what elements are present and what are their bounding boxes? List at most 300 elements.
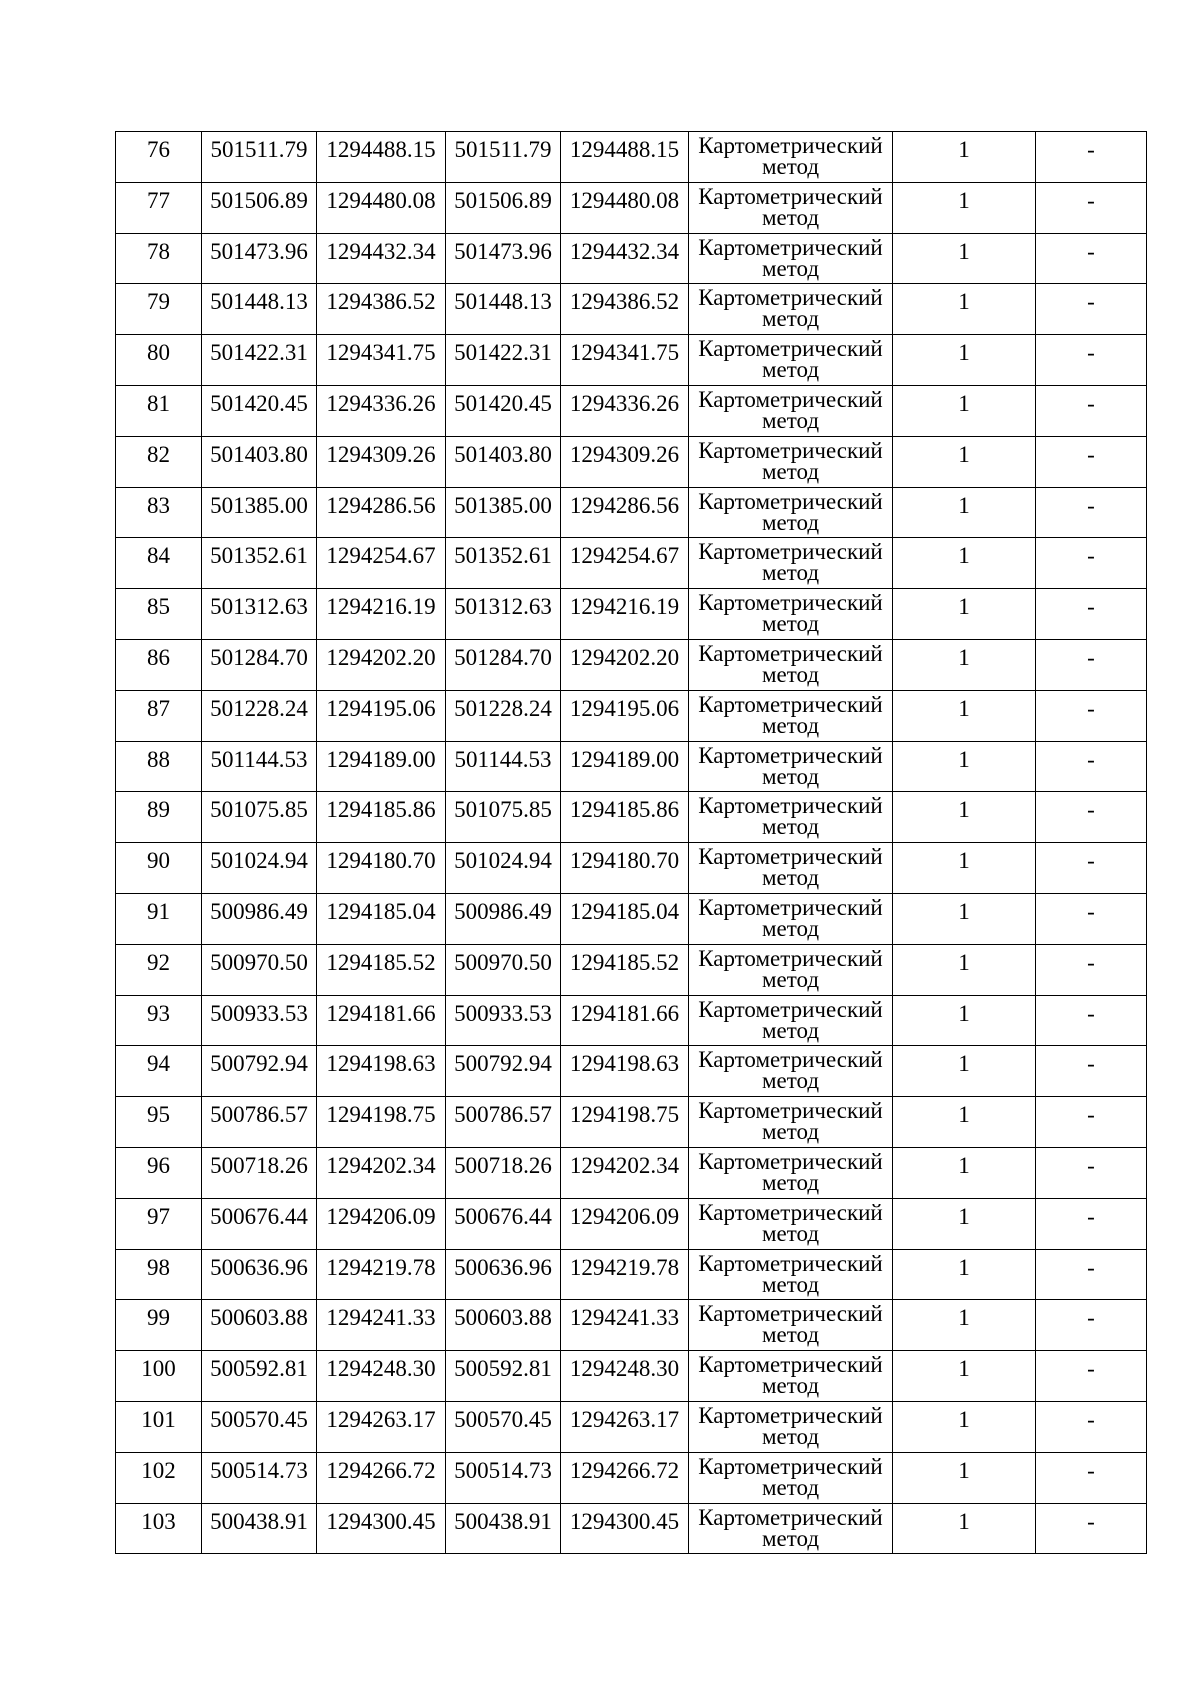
accuracy-value: 1 <box>958 949 970 975</box>
point-number-value: 92 <box>147 949 170 975</box>
extra-cell <box>1036 538 1147 589</box>
method-cell <box>689 741 893 792</box>
accuracy-value: 1 <box>958 187 970 213</box>
existing-x-cell <box>202 132 317 183</box>
refined-x-value: 500592.81 <box>454 1356 552 1382</box>
refined-x-value: 500603.88 <box>454 1305 552 1331</box>
refined-x-value: 500676.44 <box>454 1203 552 1229</box>
accuracy-cell <box>893 385 1036 436</box>
accuracy-value: 1 <box>958 340 970 366</box>
refined-x-value: 500570.45 <box>454 1406 552 1432</box>
existing-y-value: 1294185.52 <box>326 949 436 975</box>
existing-x-value: 500986.49 <box>210 898 308 924</box>
point-number-value: 91 <box>147 898 170 924</box>
extra-value: - <box>1087 949 1095 975</box>
table-row <box>116 741 1147 792</box>
extra-value: - <box>1087 1102 1095 1128</box>
table-row <box>116 843 1147 894</box>
existing-y-cell <box>317 1300 446 1351</box>
method-line-2: метод <box>761 966 820 992</box>
table-row <box>116 1452 1147 1503</box>
refined-y-value: 1294180.70 <box>569 848 680 874</box>
existing-y-value: 1294432.34 <box>326 238 436 264</box>
existing-x-cell <box>202 1351 317 1402</box>
accuracy-value: 1 <box>958 1305 970 1331</box>
existing-y-value: 1294309.26 <box>326 441 436 467</box>
refined-x-cell <box>446 284 561 335</box>
existing-x-cell <box>202 1452 317 1503</box>
refined-x-value: 500514.73 <box>454 1457 552 1483</box>
method-line-2: метод <box>761 407 820 433</box>
method-cell <box>689 1249 893 1300</box>
method-line-2: метод <box>761 865 820 891</box>
refined-y-value: 1294185.86 <box>569 797 680 823</box>
existing-y-cell <box>317 995 446 1046</box>
refined-y-value: 1294202.20 <box>569 644 680 670</box>
accuracy-value: 1 <box>958 1356 970 1382</box>
existing-y-cell <box>317 944 446 995</box>
point-number-value: 99 <box>147 1305 170 1331</box>
method-cell <box>689 589 893 640</box>
refined-y-value: 1294480.08 <box>569 187 680 213</box>
table-row <box>116 639 1147 690</box>
table-row <box>116 944 1147 995</box>
method-line-2: метод <box>761 204 820 230</box>
refined-x-cell <box>446 182 561 233</box>
method-cell <box>689 385 893 436</box>
existing-x-cell <box>202 843 317 894</box>
refined-y-cell <box>561 132 689 183</box>
existing-x-cell <box>202 335 317 386</box>
extra-value: - <box>1087 644 1095 670</box>
extra-value: - <box>1087 1406 1095 1432</box>
accuracy-cell <box>893 436 1036 487</box>
extra-value: - <box>1087 390 1095 416</box>
point-number-value: 88 <box>147 746 170 772</box>
existing-y-value: 1294202.20 <box>326 644 436 670</box>
point-number-value: 97 <box>147 1203 170 1229</box>
existing-x-value: 501284.70 <box>210 644 308 670</box>
method-cell <box>689 690 893 741</box>
refined-x-cell <box>446 1401 561 1452</box>
refined-y-value: 1294241.33 <box>569 1305 680 1331</box>
existing-y-cell <box>317 792 446 843</box>
refined-y-cell <box>561 944 689 995</box>
accuracy-cell <box>893 639 1036 690</box>
refined-x-cell <box>446 385 561 436</box>
refined-x-cell <box>446 132 561 183</box>
existing-x-cell <box>202 589 317 640</box>
refined-x-cell <box>446 1198 561 1249</box>
method-line-2: метод <box>761 1119 820 1145</box>
point-number-value: 101 <box>141 1406 176 1432</box>
refined-x-cell <box>446 233 561 284</box>
accuracy-value: 1 <box>958 390 970 416</box>
method-line-1: Картометрический <box>698 1148 883 1174</box>
method-line-2: метод <box>761 1474 820 1500</box>
method-cell <box>689 1452 893 1503</box>
extra-cell <box>1036 1198 1147 1249</box>
method-line-1: Картометрический <box>698 386 883 412</box>
refined-x-cell <box>446 690 561 741</box>
method-line-1: Картометрический <box>698 285 883 311</box>
existing-x-value: 500792.94 <box>210 1051 308 1077</box>
refined-y-cell <box>561 182 689 233</box>
existing-x-value: 500718.26 <box>210 1152 308 1178</box>
extra-value: - <box>1087 848 1095 874</box>
extra-value: - <box>1087 238 1095 264</box>
accuracy-value: 1 <box>958 289 970 315</box>
method-line-1: Картометрический <box>698 1402 883 1428</box>
table-row <box>116 1300 1147 1351</box>
refined-x-cell <box>446 995 561 1046</box>
table-row <box>116 1401 1147 1452</box>
point-number-cell <box>116 1097 202 1148</box>
method-line-2: метод <box>761 255 820 281</box>
point-number-value: 96 <box>147 1152 170 1178</box>
existing-x-value: 500570.45 <box>210 1406 308 1432</box>
refined-y-cell <box>561 538 689 589</box>
method-line-2: метод <box>761 814 820 840</box>
method-line-1: Картометрический <box>698 488 883 514</box>
refined-x-value: 501228.24 <box>454 695 552 721</box>
accuracy-cell <box>893 1198 1036 1249</box>
accuracy-value: 1 <box>958 644 970 670</box>
existing-y-value: 1294185.86 <box>326 797 436 823</box>
accuracy-value: 1 <box>958 1508 970 1534</box>
existing-y-value: 1294180.70 <box>326 848 436 874</box>
point-number-value: 78 <box>147 238 170 264</box>
refined-y-value: 1294202.34 <box>569 1152 680 1178</box>
refined-x-value: 501511.79 <box>454 137 552 162</box>
existing-x-value: 501422.31 <box>210 340 308 366</box>
table-row <box>116 1503 1147 1554</box>
existing-y-cell <box>317 132 446 183</box>
accuracy-value: 1 <box>958 797 970 823</box>
extra-cell <box>1036 1097 1147 1148</box>
coordinates-table <box>115 131 1147 1554</box>
refined-x-value: 501024.94 <box>454 848 552 874</box>
refined-x-cell <box>446 1351 561 1402</box>
refined-y-cell <box>561 385 689 436</box>
refined-y-value: 1294219.78 <box>569 1254 680 1280</box>
refined-x-cell <box>446 1452 561 1503</box>
existing-x-cell <box>202 792 317 843</box>
existing-y-value: 1294266.72 <box>326 1457 436 1483</box>
existing-y-value: 1294219.78 <box>326 1254 436 1280</box>
accuracy-cell <box>893 132 1036 183</box>
refined-y-value: 1294248.30 <box>569 1356 680 1382</box>
accuracy-cell <box>893 1046 1036 1097</box>
existing-y-cell <box>317 1401 446 1452</box>
point-number-cell <box>116 1198 202 1249</box>
table-row <box>116 1147 1147 1198</box>
method-line-1: Картометрический <box>698 437 883 463</box>
refined-y-value: 1294216.19 <box>569 594 680 620</box>
existing-y-cell <box>317 1452 446 1503</box>
refined-y-cell <box>561 1351 689 1402</box>
refined-x-value: 500792.94 <box>454 1051 552 1077</box>
extra-cell <box>1036 436 1147 487</box>
existing-y-value: 1294341.75 <box>326 340 436 366</box>
existing-x-value: 501448.13 <box>210 289 308 315</box>
accuracy-cell <box>893 1300 1036 1351</box>
method-line-1: Картометрический <box>698 1047 883 1073</box>
point-number-cell <box>116 1046 202 1097</box>
method-cell <box>689 944 893 995</box>
extra-cell <box>1036 284 1147 335</box>
existing-x-cell <box>202 1097 317 1148</box>
table-row <box>116 284 1147 335</box>
method-line-1: Картометрический <box>698 844 883 870</box>
existing-y-value: 1294300.45 <box>326 1508 436 1534</box>
method-line-1: Картометрический <box>698 640 883 666</box>
method-cell <box>689 538 893 589</box>
existing-y-value: 1294198.63 <box>326 1051 436 1077</box>
method-cell <box>689 182 893 233</box>
refined-x-cell <box>446 1300 561 1351</box>
point-number-value: 86 <box>147 644 170 670</box>
method-cell <box>689 1401 893 1452</box>
extra-cell <box>1036 385 1147 436</box>
refined-x-cell <box>446 436 561 487</box>
refined-y-value: 1294198.63 <box>569 1051 680 1077</box>
refined-x-value: 501312.63 <box>454 594 552 620</box>
refined-y-cell <box>561 690 689 741</box>
refined-y-cell <box>561 1503 689 1554</box>
existing-x-cell <box>202 893 317 944</box>
point-number-cell <box>116 639 202 690</box>
existing-y-value: 1294248.30 <box>326 1356 436 1382</box>
existing-y-cell <box>317 1351 446 1402</box>
existing-y-cell <box>317 233 446 284</box>
method-line-1: Картометрический <box>698 1352 883 1378</box>
extra-value: - <box>1087 1457 1095 1483</box>
extra-cell <box>1036 792 1147 843</box>
existing-y-cell <box>317 639 446 690</box>
refined-x-value: 501403.80 <box>454 441 552 467</box>
accuracy-cell <box>893 893 1036 944</box>
existing-y-value: 1294488.15 <box>326 137 436 162</box>
refined-x-cell <box>446 1503 561 1554</box>
point-number-cell <box>116 843 202 894</box>
method-line-2: метод <box>761 1373 820 1399</box>
accuracy-value: 1 <box>958 441 970 467</box>
existing-y-cell <box>317 1046 446 1097</box>
point-number-cell <box>116 335 202 386</box>
existing-y-cell <box>317 893 446 944</box>
refined-x-value: 501420.45 <box>454 390 552 416</box>
point-number-cell <box>116 589 202 640</box>
extra-value: - <box>1087 898 1095 924</box>
method-line-1: Картометрический <box>698 1504 883 1530</box>
method-line-2: метод <box>761 509 820 535</box>
extra-cell <box>1036 335 1147 386</box>
existing-x-value: 500514.73 <box>210 1457 308 1483</box>
point-number-cell <box>116 995 202 1046</box>
point-number-value: 95 <box>147 1102 170 1128</box>
extra-cell <box>1036 182 1147 233</box>
table-row <box>116 1351 1147 1402</box>
existing-x-value: 500438.91 <box>210 1508 308 1534</box>
method-line-2: метод <box>761 458 820 484</box>
refined-y-cell <box>561 1097 689 1148</box>
existing-x-cell <box>202 995 317 1046</box>
method-line-1: Картометрический <box>698 133 883 158</box>
table-row <box>116 132 1147 183</box>
table-row <box>116 893 1147 944</box>
extra-cell <box>1036 1147 1147 1198</box>
method-line-2: метод <box>761 357 820 383</box>
method-line-1: Картометрический <box>698 336 883 362</box>
existing-y-cell <box>317 436 446 487</box>
refined-y-value: 1294206.09 <box>569 1203 680 1229</box>
existing-x-cell <box>202 1147 317 1198</box>
extra-cell <box>1036 1249 1147 1300</box>
extra-cell <box>1036 132 1147 183</box>
accuracy-value: 1 <box>958 492 970 518</box>
existing-x-value: 501403.80 <box>210 441 308 467</box>
point-number-cell <box>116 944 202 995</box>
extra-cell <box>1036 487 1147 538</box>
accuracy-cell <box>893 995 1036 1046</box>
refined-x-cell <box>446 741 561 792</box>
refined-x-value: 501144.53 <box>454 746 552 772</box>
accuracy-cell <box>893 284 1036 335</box>
refined-y-cell <box>561 1452 689 1503</box>
refined-y-value: 1294181.66 <box>569 1000 680 1026</box>
point-number-value: 79 <box>147 289 170 315</box>
accuracy-value: 1 <box>958 746 970 772</box>
existing-x-value: 500603.88 <box>210 1305 308 1331</box>
existing-x-cell <box>202 385 317 436</box>
existing-x-value: 501312.63 <box>210 594 308 620</box>
method-cell <box>689 1198 893 1249</box>
existing-x-value: 500786.57 <box>210 1102 308 1128</box>
refined-x-value: 500933.53 <box>454 1000 552 1026</box>
refined-y-cell <box>561 1249 689 1300</box>
table-row <box>116 1097 1147 1148</box>
method-cell <box>689 284 893 335</box>
existing-y-value: 1294195.06 <box>326 695 436 721</box>
existing-x-value: 501511.79 <box>210 137 308 162</box>
existing-y-cell <box>317 1249 446 1300</box>
method-line-1: Картометрический <box>698 1301 883 1327</box>
existing-y-cell <box>317 487 446 538</box>
point-number-value: 87 <box>147 695 170 721</box>
extra-value: - <box>1087 1000 1095 1026</box>
method-line-2: метод <box>761 763 820 789</box>
method-line-1: Картометрический <box>698 1453 883 1479</box>
existing-x-cell <box>202 690 317 741</box>
refined-x-value: 501352.61 <box>454 543 552 569</box>
refined-y-value: 1294189.00 <box>569 746 680 772</box>
refined-y-cell <box>561 1300 689 1351</box>
refined-x-cell <box>446 538 561 589</box>
refined-y-cell <box>561 843 689 894</box>
refined-y-value: 1294254.67 <box>569 543 680 569</box>
point-number-value: 102 <box>141 1457 176 1483</box>
point-number-cell <box>116 690 202 741</box>
method-line-1: Картометрический <box>698 183 883 209</box>
existing-y-value: 1294198.75 <box>326 1102 436 1128</box>
existing-x-cell <box>202 1198 317 1249</box>
table-row <box>116 385 1147 436</box>
table-row <box>116 335 1147 386</box>
accuracy-cell <box>893 792 1036 843</box>
existing-y-value: 1294189.00 <box>326 746 436 772</box>
point-number-cell <box>116 1351 202 1402</box>
existing-x-value: 500933.53 <box>210 1000 308 1026</box>
table-row <box>116 487 1147 538</box>
extra-cell <box>1036 1503 1147 1554</box>
extra-cell <box>1036 1401 1147 1452</box>
extra-value: - <box>1087 1254 1095 1280</box>
accuracy-cell <box>893 487 1036 538</box>
refined-y-cell <box>561 487 689 538</box>
accuracy-cell <box>893 1097 1036 1148</box>
existing-y-cell <box>317 690 446 741</box>
existing-x-value: 501385.00 <box>210 492 308 518</box>
method-cell <box>689 1300 893 1351</box>
table-row <box>116 690 1147 741</box>
point-number-value: 84 <box>147 543 170 569</box>
refined-x-value: 501448.13 <box>454 289 552 315</box>
refined-y-cell <box>561 893 689 944</box>
refined-y-value: 1294336.26 <box>569 390 680 416</box>
existing-y-value: 1294181.66 <box>326 1000 436 1026</box>
extra-cell <box>1036 233 1147 284</box>
existing-y-cell <box>317 385 446 436</box>
method-line-1: Картометрический <box>698 742 883 768</box>
accuracy-cell <box>893 1452 1036 1503</box>
refined-x-cell <box>446 639 561 690</box>
existing-y-cell <box>317 589 446 640</box>
extra-value: - <box>1087 492 1095 518</box>
accuracy-cell <box>893 538 1036 589</box>
refined-x-value: 500786.57 <box>454 1102 552 1128</box>
existing-x-cell <box>202 538 317 589</box>
method-line-2: метод <box>761 915 820 941</box>
point-number-cell <box>116 1300 202 1351</box>
method-line-2: метод <box>761 611 820 637</box>
method-line-2: метод <box>761 1169 820 1195</box>
extra-value: - <box>1087 289 1095 315</box>
method-cell <box>689 1147 893 1198</box>
extra-cell <box>1036 1300 1147 1351</box>
extra-cell <box>1036 639 1147 690</box>
method-cell <box>689 639 893 690</box>
accuracy-value: 1 <box>958 1051 970 1077</box>
accuracy-value: 1 <box>958 238 970 264</box>
method-line-2: метод <box>761 1068 820 1094</box>
method-cell <box>689 1046 893 1097</box>
accuracy-cell <box>893 741 1036 792</box>
method-line-1: Картометрический <box>698 996 883 1022</box>
refined-y-cell <box>561 589 689 640</box>
existing-x-cell <box>202 1046 317 1097</box>
existing-y-cell <box>317 284 446 335</box>
refined-y-cell <box>561 233 689 284</box>
point-number-value: 82 <box>147 441 170 467</box>
accuracy-value: 1 <box>958 594 970 620</box>
refined-y-value: 1294286.56 <box>569 492 680 518</box>
method-line-2: метод <box>761 1220 820 1246</box>
method-line-1: Картометрический <box>698 1098 883 1124</box>
point-number-cell <box>116 233 202 284</box>
accuracy-cell <box>893 1249 1036 1300</box>
refined-x-value: 500986.49 <box>454 898 552 924</box>
